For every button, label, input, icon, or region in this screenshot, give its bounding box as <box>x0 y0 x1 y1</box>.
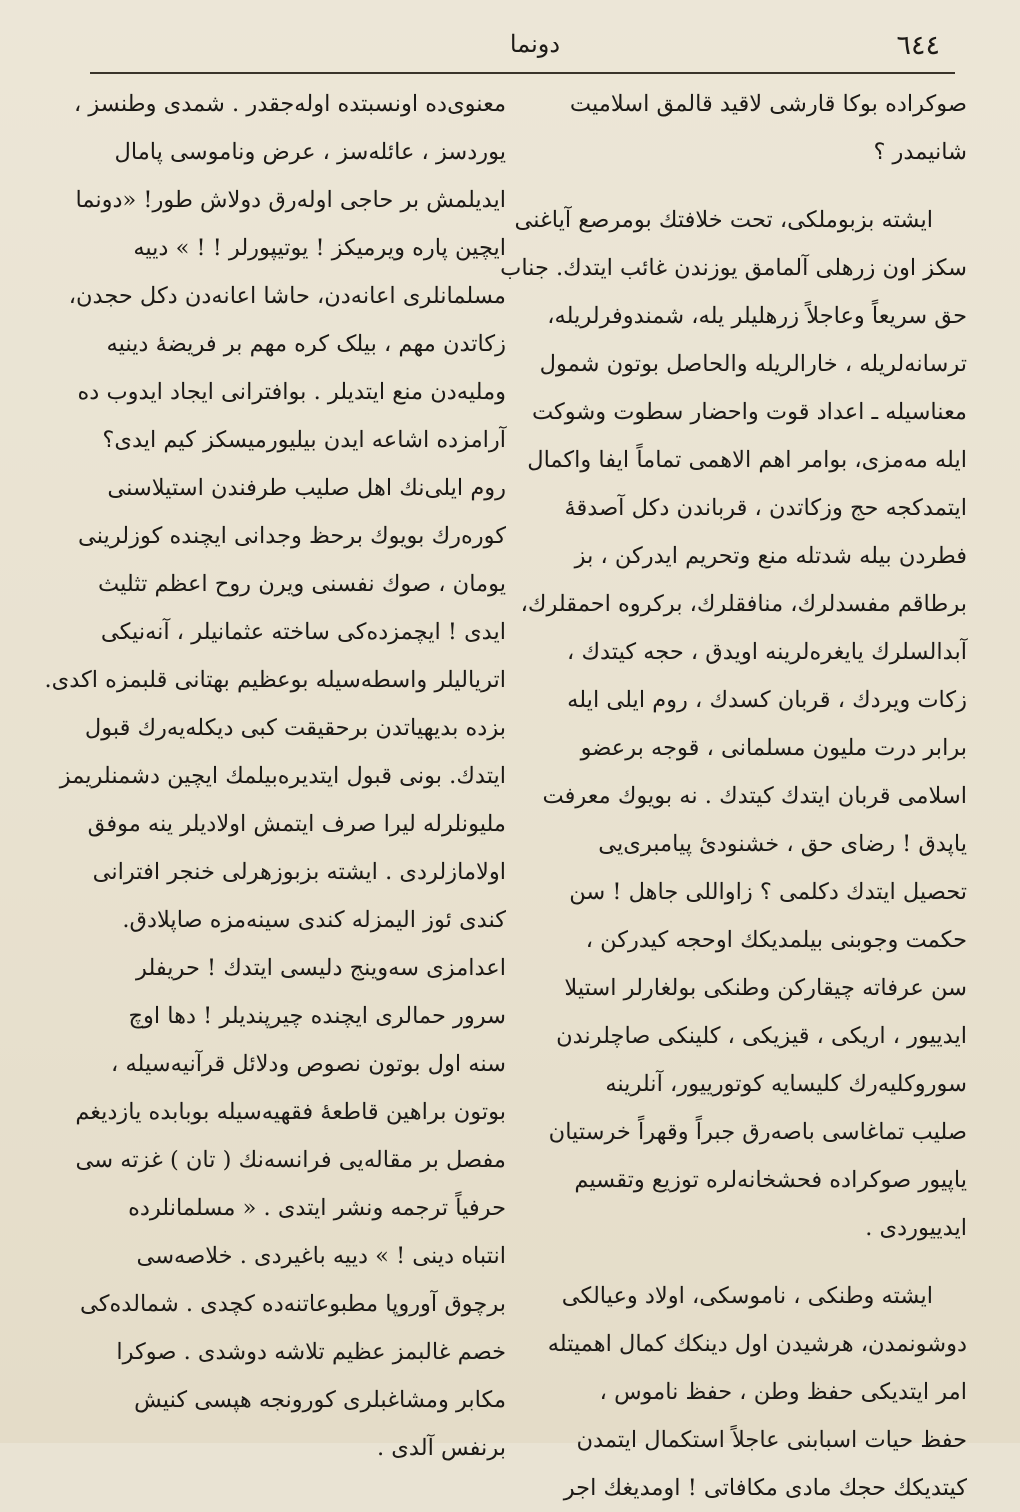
left-text-column <box>44 80 506 1461</box>
text-line: آبدالسلرك یایغره‌لرینه اویدق ، حجه کیتدك ، <box>567 639 967 665</box>
text-line: اسلامی قربان ایتدك کیتدك . نه بویوك معرفت <box>542 783 967 809</box>
paragraph-gap <box>552 1252 967 1272</box>
text-line: خصم غالبمز عظیم تلاشه دوشدی . صوکرا <box>116 1339 506 1365</box>
text-line: ایله مه‌مزی، بوامر اهم الاهمی تماماً ایفا واکمال <box>527 447 967 473</box>
text-line: ایشته وطنکی ، ناموسکی، اولاد وعیالکی <box>561 1283 933 1309</box>
text-line: برنفس آلدی . <box>377 1435 506 1461</box>
text-line: کندی ئوز الیمزله کندی سینه‌مزه صاپلادق. <box>122 907 506 933</box>
text-line: امر ایتدیکی حفظ وطن ، حفظ ناموس ، <box>599 1379 967 1405</box>
text-line: حق سریعاً وعاجلاً زرهلیلر یله، شمندوفرلریله، <box>547 303 967 329</box>
text-line: سکز اون زرهلی آلمامق یوزندن غائب ایتدك. جناب <box>500 255 967 281</box>
text-line: ایشته بزبوملکی، تحت خلافتك بومرصع آیاغنی <box>514 207 933 233</box>
text-line: یاپیور صوکراده فحشخانه‌لره توزیع وتقسیم <box>574 1167 967 1193</box>
text-line: فطردن بیله شدتله منع وتحریم ایدرکن ، بز <box>574 543 967 569</box>
text-line: صلیب تماغاسی باصه‌رق جبراً وقهراً خرستیان <box>548 1119 967 1145</box>
text-line: برطاقم مفسدلرك، منافقلرك، برکروه احمقلرك، <box>520 591 967 617</box>
paragraph-gap <box>552 176 967 196</box>
text-line: شانیمدر ؟ <box>873 139 967 165</box>
text-line: مکابر ومشاغبلری کورونجه هپسی کنیش <box>134 1387 506 1413</box>
text-line: ایدییور ، اریکی ، قیزیکی ، کلینکی صاچلرندن <box>556 1023 967 1049</box>
text-line: یوردسز ، عائله‌سز ، عرض وناموسی پامال <box>114 139 506 165</box>
text-line: صوکراده بوکا قارشی لاقید قالمق اسلامیت <box>569 91 967 117</box>
text-line: اولامازلردی . ایشته بزبوزهرلی خنجر افترانی <box>92 859 506 885</box>
text-line: مفصل بر مقاله‌یی فرانسه‌نك ( تان ) غزته سی <box>75 1147 506 1173</box>
text-line: انتباه دینی ! » دییه باغیردی . خلاصه‌سی <box>136 1243 506 1269</box>
text-line: یاپدق ! رضای حق ، خشنودیٔ پیامبری‌یی <box>598 831 967 857</box>
text-line: روم ایلی‌نك اهل صلیب طرفندن استیلاسنی <box>107 475 506 501</box>
header-rule <box>90 72 955 74</box>
text-line: اتریالیلر واسطه‌سیله بوعظیم بهتانی قلبمزه اکدی. <box>44 667 506 693</box>
text-line: ایتمدکجه حج وزکاتدن ، قرباندن دکل آصدقهٔ <box>564 495 967 521</box>
text-line: دوشونمدن، هرشیدن اول دینکك کمال اهمیتله <box>547 1331 967 1357</box>
text-line: برابر درت ملیون مسلمانی ، قوجه برعضو <box>580 735 967 761</box>
text-line: ایدییوردی . <box>865 1215 967 1241</box>
text-line: مسلمانلری اعانه‌دن، حاشا اعانه‌دن دکل حجدن، <box>68 283 506 309</box>
text-line: تحصیل ایتدك دکلمی ؟ زاواللی جاهل ! سن <box>569 879 967 905</box>
text-line: سنه اول بوتون نصوص ودلائل قرآنیه‌سیله ، <box>111 1051 506 1077</box>
text-line: بوتون براهین قاطعهٔ فقهیه‌سیله بوبابده یازدیغم <box>75 1099 506 1125</box>
text-line: سرور حمالری ایچنده چیرپندیلر ! دها اوچ <box>128 1003 506 1029</box>
text-line: یومان ، صوك نفسنی ویرن روح اعظم تثلیث <box>98 571 506 597</box>
text-line: زکات ویردك ، قربان کسدك ، روم ایلی ایله <box>567 687 967 713</box>
text-line: کیتدیکك حجك مادی مکافاتی ! اومدیغك اجر <box>563 1475 967 1501</box>
text-line: حرفیاً ترجمه ونشر ایتدی . « مسلمانلرده <box>128 1195 506 1221</box>
text-line: بزده بدیهیاتدن برحقیقت کبی دیکله‌یه‌رك قبول <box>84 715 506 741</box>
running-title: دونما <box>509 30 561 58</box>
text-line: ترسانه‌لریله ، خارالریله والحاصل بوتون شمول <box>539 351 967 377</box>
page-number: ٦٤٤ <box>896 30 940 61</box>
text-line: حفظ حیات اسبابنی عاجلاً استکمال ایتمدن <box>576 1427 967 1453</box>
text-line: زکاتدن مهم ، بیلک کره مهم بر فریضهٔ دینیه <box>106 331 506 357</box>
text-line: اعدامزی سه‌وینج دلیسی ایتدك ! حریفلر <box>136 955 506 981</box>
text-line: سوروکلیه‌رك کلیسایه کوتورییور، آنلرینه <box>605 1071 967 1097</box>
page-header <box>0 0 1020 80</box>
text-line: آرامزده اشاعه ایدن بیلیورمیسکز کیم ایدی؟ <box>102 427 506 453</box>
text-line: ایدی ! ایچمزده‌کی ساخته عثمانیلر ، آنه‌نیکی <box>100 619 506 645</box>
right-text-column <box>500 80 967 1501</box>
text-line: حکمت وجوبنی بیلمدیکك اوحجه کیدرکن ، <box>585 927 967 953</box>
text-line: معناسیله ـ اعداد قوت واحضار سطوت وشوکت <box>531 399 967 425</box>
text-line: معنوی‌ده اونسبتده اوله‌جقدر . شمدی وطنسز ، <box>73 91 506 117</box>
text-line: وملیه‌دن منع ایتدیلر . بوافترانی ایجاد ایدوب ده <box>77 379 506 405</box>
text-line: ایچین پاره ویرمیکز ! یوتیپورلر ! ! » دییه <box>133 235 506 261</box>
text-line: ایتدك. بونی قبول ایتدیره‌بیلمك ایچین دشمنلریمز <box>59 763 506 789</box>
text-line: سن عرفاته چیقارکن وطنکی بولغارلر استیلا <box>564 975 967 1001</box>
text-line: کوره‌رك بویوك برحظ وجدانی ایچنده کوزلرینی <box>78 523 506 549</box>
text-line: برچوق آوروپا مطبوعاتنه‌ده کچدی . شمالده‌کی <box>80 1291 506 1317</box>
text-line: ملیونلرله لیرا صرف ایتمش اولادیلر ینه موفق <box>87 811 506 837</box>
text-line: ایدیلمش بر حاجی اوله‌رق دولاش طور! «دونما <box>75 187 506 213</box>
